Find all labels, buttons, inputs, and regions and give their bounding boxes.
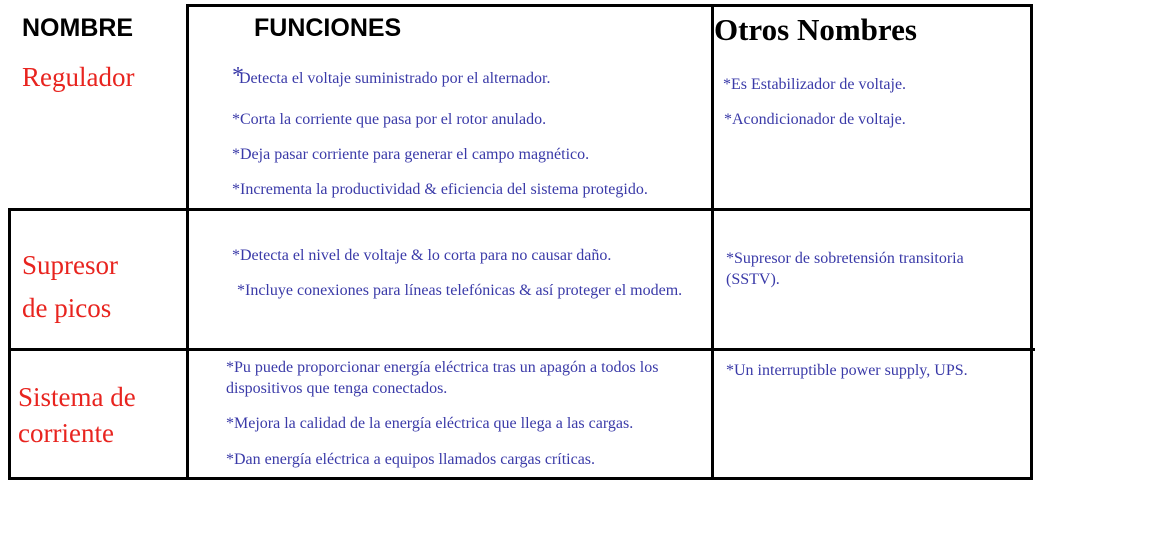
row1-funcion-1-text: Detecta el voltaje suministrado por el alternador. — [239, 70, 551, 87]
row-name-sistema-line-1: Sistema de — [18, 382, 136, 412]
header-nombre: NOMBRE — [22, 14, 134, 42]
column-divider-2 — [711, 4, 714, 480]
row3-funcion-2: *Mejora la calidad de la energía eléctrica que llega a las cargas. — [226, 415, 634, 432]
row3-funcion-3: *Dan energía eléctrica a equipos llamados cargas críticas. — [226, 451, 596, 468]
row-divider-2 — [8, 348, 1035, 351]
header-otros-nombres: Otros Nombres — [714, 12, 917, 47]
row-divider-1 — [8, 208, 1033, 211]
row-name-supresor-line-2: de picos — [22, 293, 112, 323]
row1-funcion-1 — [232, 63, 551, 89]
column-divider-1 — [186, 4, 189, 480]
row1-otro-2: *Acondicionador de voltaje. — [724, 111, 906, 128]
table-border-bottom — [8, 477, 1033, 480]
row1-otro-1: *Es Estabilizador de voltaje. — [723, 76, 907, 93]
row3-otro-1: *Un interruptible power supply, UPS. — [726, 362, 968, 379]
large-asterisk: * — [232, 63, 244, 89]
row2-funcion-1: *Detecta el nivel de voltaje & lo corta para no causar daño. — [232, 247, 612, 264]
row-name-regulador: Regulador — [22, 62, 135, 92]
row2-funcion-2: *Incluye conexiones para líneas telefónicas & así proteger el modem. — [237, 282, 683, 299]
row-name-sistema-line-2: corriente — [18, 418, 114, 448]
table-border-left — [8, 208, 11, 480]
row1-funcion-4: *Incrementa la productividad & eficiencia del sistema protegido. — [232, 181, 648, 198]
row2-otro-1: *Supresor de sobretensión transitoria (SSTV). — [726, 250, 964, 288]
row1-funcion-3: *Deja pasar corriente para generar el campo magnético. — [232, 146, 590, 163]
table-border-right — [1030, 4, 1033, 480]
row3-funcion-1: *Pu puede proporcionar energía eléctrica tras un apagón a todos los dispositivos que tenga conectados. — [226, 359, 659, 397]
table-border-top — [186, 4, 1033, 7]
row1-funcion-2: *Corta la corriente que pasa por el rotor anulado. — [232, 111, 547, 128]
row-name-supresor-line-1: Supresor — [22, 250, 118, 280]
header-funciones: FUNCIONES — [254, 14, 402, 42]
